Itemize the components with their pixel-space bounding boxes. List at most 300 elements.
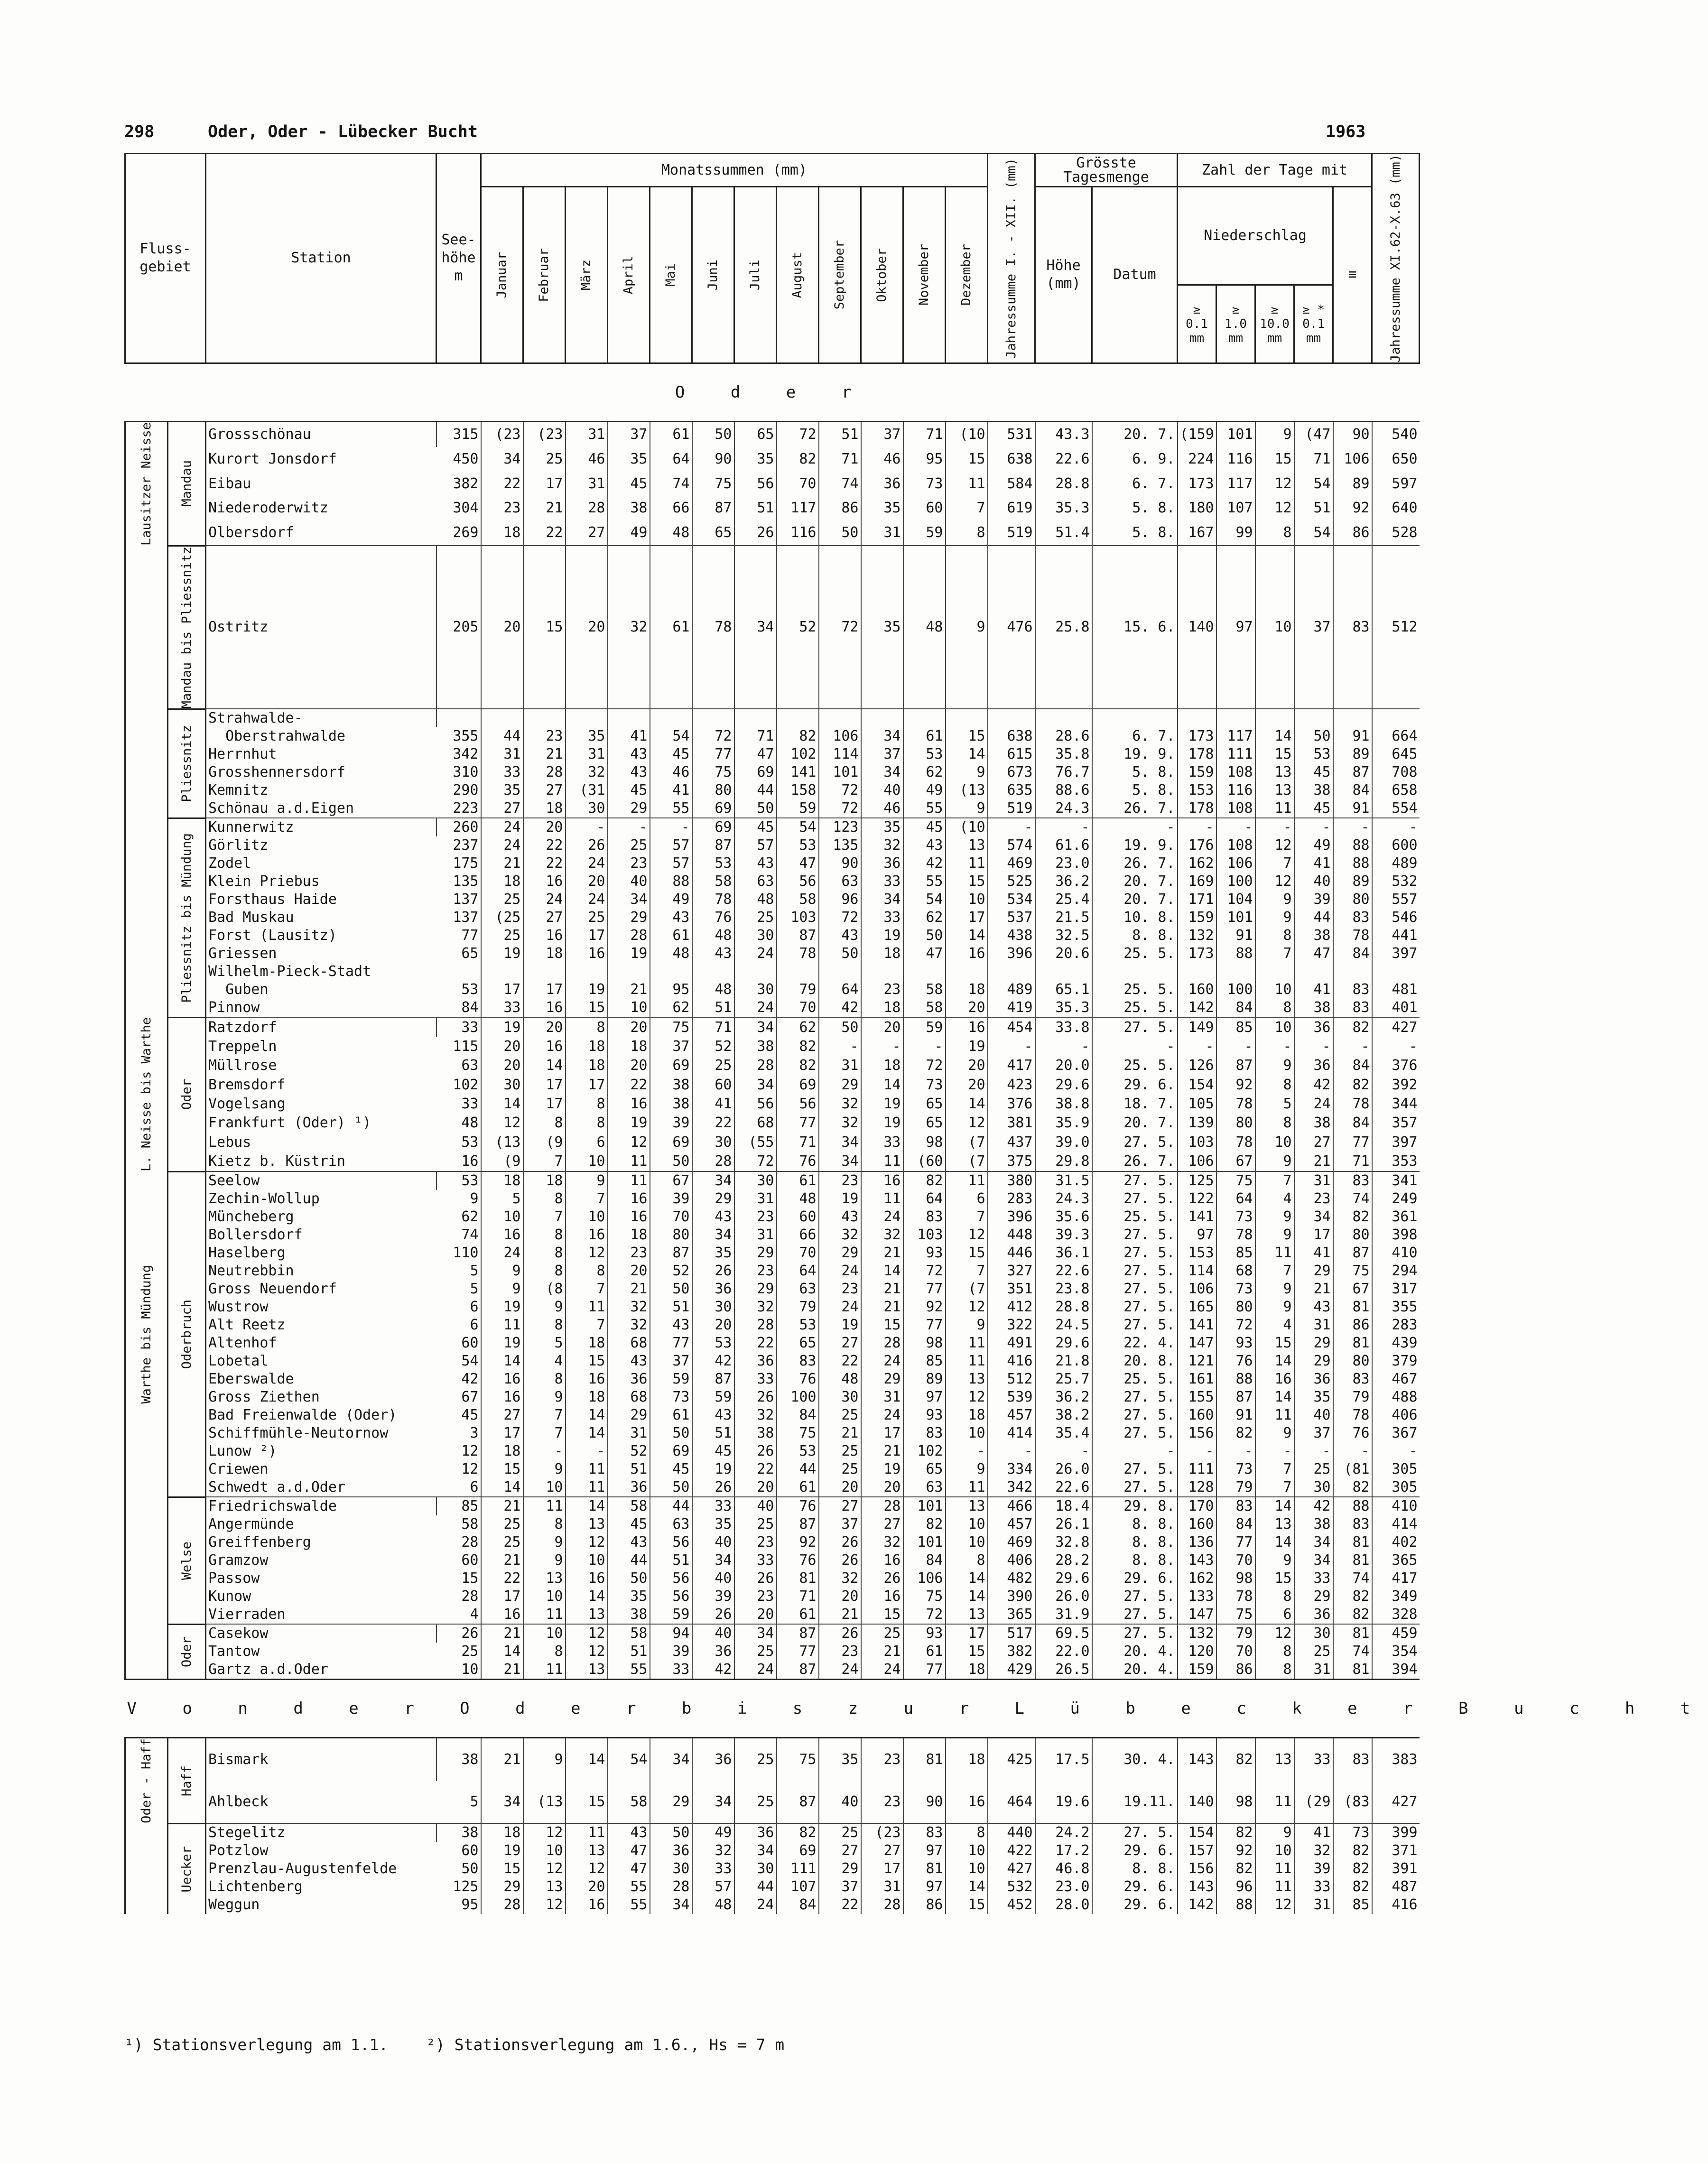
value-cell: 15: [566, 1352, 608, 1370]
value-cell: 71: [903, 421, 946, 447]
value-cell: 86: [819, 496, 861, 520]
month-7: Juli: [734, 187, 777, 363]
value-cell: 24: [861, 1661, 903, 1680]
value-cell: 69: [777, 1842, 819, 1860]
table-row: [125, 1152, 1420, 1172]
value-cell: 15: [523, 546, 566, 709]
value-cell: 78: [692, 546, 734, 709]
value-cell: 10: [523, 1842, 566, 1860]
value-cell: 459: [1372, 1624, 1420, 1643]
value-cell: 12: [566, 1624, 608, 1643]
value-cell: 9: [946, 799, 988, 818]
value-cell: 33: [1294, 1878, 1333, 1896]
value-cell: 52: [692, 1037, 734, 1056]
value-cell: 5: [523, 1334, 566, 1352]
value-cell: [861, 709, 903, 727]
value-cell: 169: [1178, 873, 1216, 891]
value-cell: 25: [481, 927, 523, 945]
value-cell: 53: [777, 1442, 819, 1460]
value-cell: -: [1255, 1037, 1294, 1056]
value-cell: 76: [777, 1497, 819, 1515]
value-cell: 24: [1294, 1095, 1333, 1114]
value-cell: 24: [481, 818, 523, 836]
value-cell: 88: [1333, 1497, 1372, 1515]
value-cell: 30: [734, 981, 777, 999]
value-cell: 7: [566, 1190, 608, 1208]
value-cell: 342: [988, 1478, 1035, 1497]
value-cell: 75: [777, 1738, 819, 1781]
value-cell: 62: [903, 909, 946, 927]
value-cell: 4: [1255, 1316, 1294, 1334]
value-cell: 673: [988, 763, 1035, 781]
subgroup-cell: [168, 421, 206, 546]
value-cell: 28.0: [1035, 1896, 1092, 1914]
value-cell: 51: [692, 999, 734, 1017]
value-cell: 18: [566, 1056, 608, 1075]
value-cell: 49: [903, 781, 946, 799]
value-cell: 454: [988, 1017, 1035, 1037]
station-name: Gartz a.d.Oder: [208, 1661, 328, 1678]
value-cell: 87: [692, 1370, 734, 1388]
value-cell: 5: [470, 1793, 479, 1810]
value-cell: 86: [1333, 1316, 1372, 1334]
value-cell: 36: [692, 1280, 734, 1298]
value-cell: 26: [819, 1533, 861, 1551]
value-cell: 78: [1216, 1133, 1255, 1152]
value-cell: 31: [1294, 1316, 1333, 1334]
station-name: Neutrebbin: [208, 1263, 294, 1280]
value-cell: 50: [692, 421, 734, 447]
station-name: Gramzow: [208, 1552, 269, 1569]
value-cell: 75: [903, 1588, 946, 1606]
value-cell: (25: [481, 909, 523, 927]
value-cell: 60: [903, 496, 946, 520]
value-cell: 39: [692, 1588, 734, 1606]
value-cell: 45: [650, 1460, 692, 1478]
value-cell: 36: [861, 472, 903, 496]
value-cell: 142: [1178, 1896, 1216, 1914]
value-cell: 42: [692, 1661, 734, 1680]
value-cell: 87: [777, 1661, 819, 1680]
value-cell: 75: [1216, 1606, 1255, 1624]
value-cell: 16: [608, 1190, 650, 1208]
value-cell: 59: [650, 1370, 692, 1388]
value-cell: 77: [777, 1643, 819, 1661]
value-cell: 29: [819, 1244, 861, 1262]
value-cell: 101: [903, 1533, 946, 1551]
value-cell: 18: [861, 999, 903, 1017]
value-cell: 283: [1372, 1316, 1420, 1334]
month-12: Dezember: [946, 187, 988, 363]
value-cell: 26: [692, 1262, 734, 1280]
value-cell: 33: [734, 1370, 777, 1388]
section-title-row: [125, 1680, 1420, 1738]
value-cell: 7: [946, 496, 988, 520]
value-cell: 6: [566, 1133, 608, 1152]
value-cell: 6: [470, 1479, 479, 1496]
value-cell: 81: [1333, 1533, 1372, 1551]
value-cell: 26.1: [1035, 1515, 1092, 1533]
col-station: Station: [206, 154, 436, 363]
value-cell: 7: [523, 1152, 566, 1172]
value-cell: 106: [1333, 447, 1372, 472]
river-group-label: Oder - Haff: [139, 1738, 154, 1824]
station-name: Kurort Jonsdorf: [208, 450, 337, 467]
value-cell: 101: [819, 763, 861, 781]
value-cell: 128: [1178, 1478, 1216, 1497]
value-cell: 79: [777, 1298, 819, 1316]
value-cell: 160: [1178, 1515, 1216, 1533]
value-cell: 528: [1372, 520, 1420, 546]
value-cell: 133: [1178, 1588, 1216, 1606]
value-cell: 399: [1372, 1823, 1420, 1842]
value-cell: 25.7: [1035, 1370, 1092, 1388]
value-cell: 16: [566, 1370, 608, 1388]
river-group-label: Warthe bis Mündung: [139, 1265, 154, 1404]
value-cell: 47: [608, 1842, 650, 1860]
value-cell: (13: [946, 781, 988, 799]
value-cell: 83: [903, 1823, 946, 1842]
value-cell: 26. 7.: [1092, 799, 1178, 818]
value-cell: 8: [1255, 1643, 1294, 1661]
value-cell: [1178, 963, 1216, 981]
value-cell: 21: [1294, 1280, 1333, 1298]
table-row: [125, 1017, 1420, 1037]
value-cell: 38: [1294, 927, 1333, 945]
value-cell: 15: [566, 1781, 608, 1824]
value-cell: 17: [861, 1860, 903, 1878]
value-cell: 8: [523, 1114, 566, 1133]
value-cell: 25.4: [1035, 891, 1092, 909]
value-cell: 62: [903, 763, 946, 781]
value-cell: 4: [470, 1606, 479, 1623]
value-cell: 32: [566, 763, 608, 781]
value-cell: 48: [903, 546, 946, 709]
value-cell: 27: [861, 1842, 903, 1860]
value-cell: 31: [734, 1226, 777, 1244]
value-cell: 87: [1216, 1388, 1255, 1406]
value-cell: 43: [692, 945, 734, 963]
value-cell: 8: [566, 1017, 608, 1037]
value-cell: 20: [566, 873, 608, 891]
value-cell: 15: [946, 1643, 988, 1661]
value-cell: 41: [608, 727, 650, 745]
value-cell: 65: [903, 1114, 946, 1133]
value-cell: 140: [1178, 546, 1216, 709]
value-cell: 92: [1216, 1842, 1255, 1860]
table-row: [125, 1533, 1420, 1551]
value-cell: 36: [692, 1643, 734, 1661]
table-row: [125, 1515, 1420, 1533]
value-cell: 141: [1178, 1316, 1216, 1334]
value-cell: 21: [481, 854, 523, 873]
value-cell: 178: [1178, 745, 1216, 763]
value-cell: 16: [566, 1570, 608, 1588]
value-cell: 80: [692, 781, 734, 799]
value-cell: 283: [988, 1190, 1035, 1208]
value-cell: 24: [734, 945, 777, 963]
value-cell: 38: [608, 496, 650, 520]
value-cell: 11: [946, 1352, 988, 1370]
station-name: Olbersdorf: [208, 524, 294, 541]
value-cell: 16: [481, 1606, 523, 1624]
value-cell: 34: [481, 1781, 523, 1824]
value-cell: 31: [734, 1190, 777, 1208]
value-cell: 15: [946, 727, 988, 745]
value-cell: 59: [650, 1606, 692, 1624]
value-cell: 29. 6.: [1092, 1076, 1178, 1095]
value-cell: (13: [523, 1781, 566, 1824]
value-cell: [819, 963, 861, 981]
station-name: Wustrow: [208, 1299, 269, 1316]
value-cell: 25: [819, 1823, 861, 1842]
value-cell: 75: [1333, 1262, 1372, 1280]
value-cell: 71: [777, 1133, 819, 1152]
value-cell: 98: [1216, 1570, 1255, 1588]
station-name: Pinnow: [208, 999, 260, 1016]
value-cell: 61: [777, 1171, 819, 1190]
value-cell: 44: [734, 781, 777, 799]
value-cell: -: [988, 818, 1035, 836]
col-datum: Datum: [1092, 187, 1178, 363]
value-cell: 180: [1178, 496, 1216, 520]
value-cell: 8: [523, 1262, 566, 1280]
value-cell: 14: [1255, 1352, 1294, 1370]
value-cell: 37: [819, 1515, 861, 1533]
value-cell: 9: [1255, 1551, 1294, 1570]
value-cell: 38: [1294, 781, 1333, 799]
value-cell: 8. 8.: [1092, 1533, 1178, 1551]
value-cell: [650, 963, 692, 981]
table-row: [125, 1878, 1420, 1896]
value-cell: 11: [523, 1497, 566, 1515]
value-cell: 402: [1372, 1533, 1420, 1551]
value-cell: 42: [1294, 1076, 1333, 1095]
value-cell: 419: [988, 999, 1035, 1017]
value-cell: 31: [608, 1424, 650, 1442]
table-row: [125, 1095, 1420, 1114]
value-cell: 27. 5.: [1092, 1388, 1178, 1406]
value-cell: 105: [1178, 1095, 1216, 1114]
value-cell: 40: [734, 1497, 777, 1515]
value-cell: 154: [1178, 1076, 1216, 1095]
value-cell: 6. 9.: [1092, 447, 1178, 472]
value-cell: 25: [481, 1533, 523, 1551]
value-cell: 71: [1333, 1152, 1372, 1172]
value-cell: 27. 5.: [1092, 1316, 1178, 1334]
table-row: [125, 1497, 1420, 1515]
value-cell: 111: [1178, 1460, 1216, 1478]
value-cell: 26: [734, 520, 777, 546]
value-cell: 91: [1333, 799, 1372, 818]
value-cell: 9: [470, 1190, 479, 1207]
value-cell: (55: [734, 1133, 777, 1152]
value-cell: 29. 6.: [1092, 1570, 1178, 1588]
value-cell: 35: [734, 447, 777, 472]
value-cell: 25: [1294, 1460, 1333, 1478]
value-cell: 20: [946, 1076, 988, 1095]
year-label: 1963: [1326, 122, 1366, 141]
value-cell: 12: [523, 1896, 566, 1914]
value-cell: 153: [1178, 781, 1216, 799]
table-row: [125, 1460, 1420, 1478]
value-cell: 26: [692, 1478, 734, 1497]
value-cell: [946, 963, 988, 981]
value-cell: 8. 8.: [1092, 927, 1178, 945]
value-cell: 35.3: [1035, 999, 1092, 1017]
value-cell: 12: [946, 1114, 988, 1133]
value-cell: 341: [1372, 1171, 1420, 1190]
value-cell: 64: [1216, 1190, 1255, 1208]
value-cell: 381: [988, 1114, 1035, 1133]
value-cell: 437: [988, 1133, 1035, 1152]
value-cell: 11: [566, 1478, 608, 1497]
table-row: [125, 1388, 1420, 1406]
value-cell: 45: [734, 818, 777, 836]
value-cell: 20. 4.: [1092, 1661, 1178, 1680]
value-cell: 82: [777, 1056, 819, 1075]
value-cell: 34: [692, 1781, 734, 1824]
value-cell: 8: [946, 1551, 988, 1570]
value-cell: 84: [1216, 1515, 1255, 1533]
value-cell: 457: [988, 1515, 1035, 1533]
value-cell: 24.2: [1035, 1823, 1092, 1842]
value-cell: 68: [1216, 1262, 1255, 1280]
value-cell: 26: [734, 1388, 777, 1406]
value-cell: 10: [946, 1533, 988, 1551]
value-cell: 17: [1294, 1226, 1333, 1244]
value-cell: 64: [650, 447, 692, 472]
station-name: Weggun: [208, 1896, 260, 1913]
value-cell: 21: [861, 1298, 903, 1316]
station-name: Passow: [208, 1570, 260, 1587]
value-cell: 27: [1294, 1133, 1333, 1152]
col-zahl: Zahl der Tage mit: [1178, 154, 1372, 187]
value-cell: (159: [1178, 421, 1216, 447]
value-cell: 34: [650, 1738, 692, 1781]
value-cell: 410: [1372, 1244, 1420, 1262]
value-cell: 81: [903, 1860, 946, 1878]
value-cell: 58: [903, 981, 946, 999]
value-cell: 19: [819, 1190, 861, 1208]
value-cell: 40: [819, 1781, 861, 1824]
value-cell: 39: [650, 1190, 692, 1208]
value-cell: [481, 709, 523, 727]
value-cell: 98: [1216, 1781, 1255, 1824]
value-cell: 43: [819, 927, 861, 945]
value-cell: 13: [566, 1606, 608, 1624]
value-cell: 48: [777, 1190, 819, 1208]
station-name: Lunow ²): [208, 1443, 277, 1460]
value-cell: 6: [946, 1190, 988, 1208]
value-cell: 83: [1333, 1171, 1372, 1190]
value-cell: 82: [903, 1515, 946, 1533]
value-cell: 546: [1372, 909, 1420, 927]
value-cell: 12: [1255, 836, 1294, 854]
value-cell: 50: [608, 1570, 650, 1588]
station-name: Kemnitz: [208, 782, 269, 799]
value-cell: 87: [777, 927, 819, 945]
value-cell: 21: [1294, 1152, 1333, 1172]
value-cell: -: [1216, 1037, 1255, 1056]
value-cell: 116: [777, 520, 819, 546]
value-cell: 34: [861, 763, 903, 781]
value-cell: 35: [819, 1738, 861, 1781]
value-cell: 20: [946, 999, 988, 1017]
value-cell: 23: [1294, 1190, 1333, 1208]
month-11: November: [903, 187, 946, 363]
value-cell: -: [1035, 1037, 1092, 1056]
value-cell: 20. 4.: [1092, 1643, 1178, 1661]
value-cell: 28.2: [1035, 1551, 1092, 1570]
value-cell: -: [1294, 1442, 1333, 1460]
value-cell: 29.6: [1035, 1334, 1092, 1352]
value-cell: 269: [453, 524, 479, 541]
value-cell: 84: [1333, 1114, 1372, 1133]
value-cell: 34: [692, 1226, 734, 1244]
value-cell: 44: [777, 1460, 819, 1478]
value-cell: 156: [1178, 1860, 1216, 1878]
value-cell: 149: [1178, 1017, 1216, 1037]
value-cell: 21.8: [1035, 1352, 1092, 1370]
value-cell: 10: [946, 891, 988, 909]
value-cell: 51: [819, 421, 861, 447]
subgroup-label: Uecker: [179, 1846, 194, 1893]
value-cell: 53: [903, 745, 946, 763]
subgroup-cell: [168, 1497, 206, 1624]
value-cell: 84: [777, 1896, 819, 1914]
value-cell: 26: [734, 1442, 777, 1460]
subgroup-label: Haff: [179, 1765, 194, 1796]
value-cell: 83: [1333, 909, 1372, 927]
value-cell: 35: [692, 1515, 734, 1533]
station-name: Niederoderwitz: [208, 500, 328, 517]
value-cell: 44: [734, 1878, 777, 1896]
value-cell: 57: [692, 1878, 734, 1896]
value-cell: 12: [566, 1244, 608, 1262]
value-cell: 615: [988, 745, 1035, 763]
value-cell: 425: [988, 1738, 1035, 1781]
value-cell: 416: [988, 1352, 1035, 1370]
value-cell: 29. 6.: [1092, 1842, 1178, 1860]
value-cell: 72: [819, 909, 861, 927]
value-cell: 650: [1372, 447, 1420, 472]
value-cell: 75: [777, 1424, 819, 1442]
value-cell: 49: [692, 1823, 734, 1842]
col-fog: ≡: [1333, 187, 1372, 363]
value-cell: 16: [946, 1781, 988, 1824]
value-cell: 532: [1372, 873, 1420, 891]
value-cell: 86: [1333, 520, 1372, 546]
value-cell: 69.5: [1035, 1624, 1092, 1643]
value-cell: [566, 963, 608, 981]
value-cell: 22: [819, 1896, 861, 1914]
value-cell: 19: [481, 1334, 523, 1352]
value-cell: 82: [1333, 1208, 1372, 1226]
value-cell: 26.0: [1035, 1588, 1092, 1606]
value-cell: 7: [523, 1424, 566, 1442]
table-row: [125, 1171, 1420, 1190]
value-cell: 66: [777, 1226, 819, 1244]
value-cell: 147: [1178, 1334, 1216, 1352]
value-cell: 8: [1255, 927, 1294, 945]
value-cell: 15: [481, 1460, 523, 1478]
value-cell: 44: [481, 727, 523, 745]
value-cell: 76: [1333, 1424, 1372, 1442]
value-cell: -: [608, 818, 650, 836]
col-jahressumme2: Jahressumme XI.62-X.63 (mm): [1372, 154, 1420, 363]
value-cell: 61: [650, 1406, 692, 1424]
